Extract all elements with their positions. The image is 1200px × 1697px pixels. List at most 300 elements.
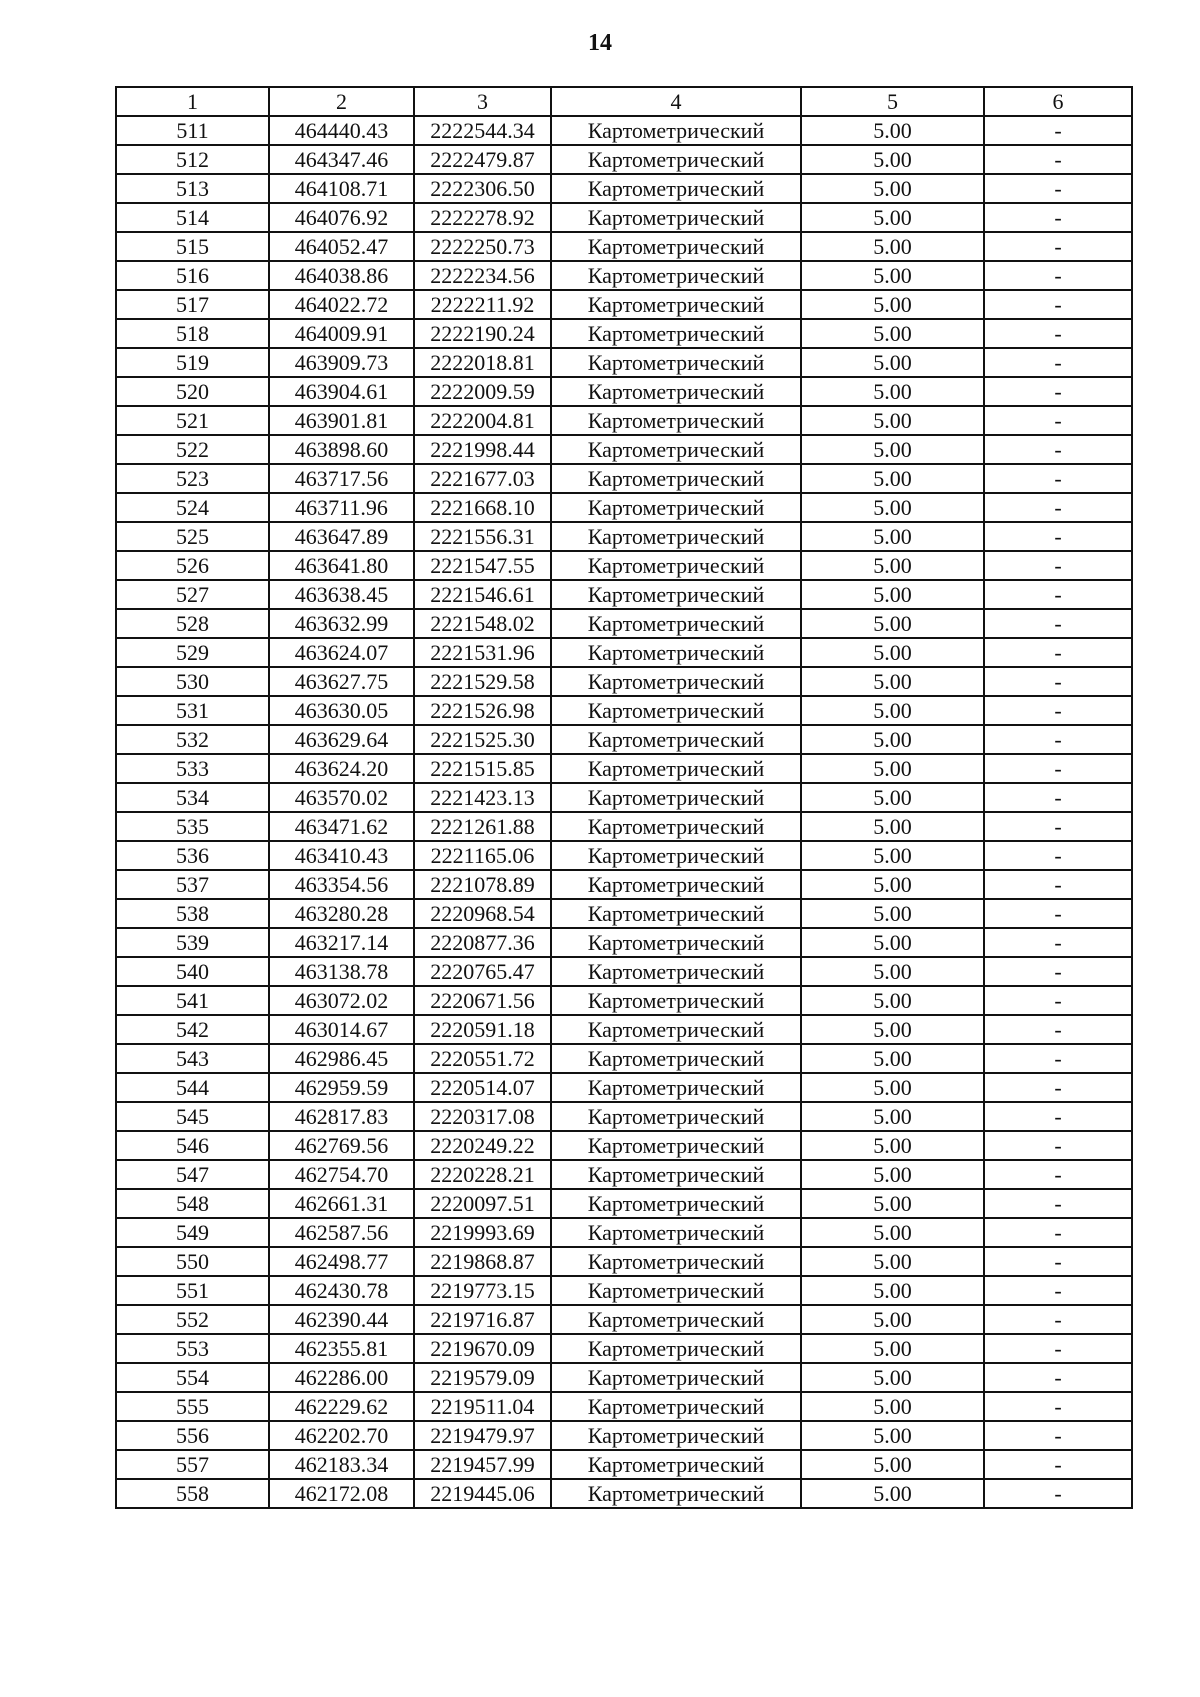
accuracy-cell: 5.00 [801,551,984,580]
y-coordinate-cell: 2221261.88 [414,812,551,841]
accuracy-cell: 5.00 [801,870,984,899]
table-row [116,145,1132,174]
accuracy-cell: 5.00 [801,1073,984,1102]
note-cell: - [984,841,1132,870]
table-row [116,928,1132,957]
method-cell: Картометрический [551,377,801,406]
table-row [116,696,1132,725]
accuracy-cell: 5.00 [801,1363,984,1392]
point-number-cell: 556 [116,1421,269,1450]
point-number-cell: 551 [116,1276,269,1305]
table-row [116,1073,1132,1102]
y-coordinate-cell: 2219579.09 [414,1363,551,1392]
accuracy-cell: 5.00 [801,261,984,290]
accuracy-cell: 5.00 [801,348,984,377]
note-cell: - [984,638,1132,667]
x-coordinate-cell: 463641.80 [269,551,414,580]
x-coordinate-cell: 463570.02 [269,783,414,812]
y-coordinate-cell: 2220097.51 [414,1189,551,1218]
y-coordinate-cell: 2219993.69 [414,1218,551,1247]
accuracy-cell: 5.00 [801,1131,984,1160]
method-cell: Картометрический [551,841,801,870]
y-coordinate-cell: 2221078.89 [414,870,551,899]
table-row [116,174,1132,203]
x-coordinate-cell: 463629.64 [269,725,414,754]
accuracy-cell: 5.00 [801,1247,984,1276]
column-header-1: 1 [116,87,269,116]
point-number-cell: 523 [116,464,269,493]
point-number-cell: 542 [116,1015,269,1044]
method-cell: Картометрический [551,1276,801,1305]
method-cell: Картометрический [551,928,801,957]
note-cell: - [984,406,1132,435]
y-coordinate-cell: 2221423.13 [414,783,551,812]
note-cell: - [984,1189,1132,1218]
x-coordinate-cell: 463647.89 [269,522,414,551]
table-row [116,1160,1132,1189]
table-row [116,1363,1132,1392]
x-coordinate-cell: 463632.99 [269,609,414,638]
table-row [116,1392,1132,1421]
accuracy-cell: 5.00 [801,754,984,783]
point-number-cell: 543 [116,1044,269,1073]
x-coordinate-cell: 464009.91 [269,319,414,348]
y-coordinate-cell: 2219773.15 [414,1276,551,1305]
point-number-cell: 558 [116,1479,269,1508]
table-row [116,783,1132,812]
note-cell: - [984,174,1132,203]
x-coordinate-cell: 463138.78 [269,957,414,986]
method-cell: Картометрический [551,174,801,203]
method-cell: Картометрический [551,1247,801,1276]
point-number-cell: 512 [116,145,269,174]
x-coordinate-cell: 463280.28 [269,899,414,928]
table-row [116,261,1132,290]
table-row [116,812,1132,841]
column-header-5: 5 [801,87,984,116]
point-number-cell: 534 [116,783,269,812]
y-coordinate-cell: 2220249.22 [414,1131,551,1160]
y-coordinate-cell: 2221515.85 [414,754,551,783]
note-cell: - [984,464,1132,493]
point-number-cell: 515 [116,232,269,261]
table-row [116,290,1132,319]
accuracy-cell: 5.00 [801,1421,984,1450]
x-coordinate-cell: 464052.47 [269,232,414,261]
accuracy-cell: 5.00 [801,406,984,435]
point-number-cell: 555 [116,1392,269,1421]
y-coordinate-cell: 2219479.97 [414,1421,551,1450]
table-row [116,1189,1132,1218]
note-cell: - [984,203,1132,232]
point-number-cell: 522 [116,435,269,464]
note-cell: - [984,522,1132,551]
x-coordinate-cell: 462355.81 [269,1334,414,1363]
header-row [116,87,1132,116]
x-coordinate-cell: 463901.81 [269,406,414,435]
x-coordinate-cell: 462959.59 [269,1073,414,1102]
method-cell: Картометрический [551,1189,801,1218]
method-cell: Картометрический [551,609,801,638]
accuracy-cell: 5.00 [801,232,984,261]
table-row [116,1247,1132,1276]
table-row [116,1218,1132,1247]
table-row [116,203,1132,232]
note-cell: - [984,435,1132,464]
x-coordinate-cell: 462986.45 [269,1044,414,1073]
x-coordinate-cell: 464440.43 [269,116,414,145]
x-coordinate-cell: 462587.56 [269,1218,414,1247]
table-row [116,957,1132,986]
note-cell: - [984,261,1132,290]
method-cell: Картометрический [551,203,801,232]
y-coordinate-cell: 2220877.36 [414,928,551,957]
note-cell: - [984,870,1132,899]
accuracy-cell: 5.00 [801,522,984,551]
x-coordinate-cell: 464347.46 [269,145,414,174]
accuracy-cell: 5.00 [801,174,984,203]
y-coordinate-cell: 2219457.99 [414,1450,551,1479]
y-coordinate-cell: 2220765.47 [414,957,551,986]
method-cell: Картометрический [551,1160,801,1189]
note-cell: - [984,725,1132,754]
note-cell: - [984,319,1132,348]
method-cell: Картометрический [551,232,801,261]
accuracy-cell: 5.00 [801,1276,984,1305]
note-cell: - [984,348,1132,377]
x-coordinate-cell: 463638.45 [269,580,414,609]
point-number-cell: 538 [116,899,269,928]
y-coordinate-cell: 2222479.87 [414,145,551,174]
accuracy-cell: 5.00 [801,377,984,406]
method-cell: Картометрический [551,406,801,435]
x-coordinate-cell: 462661.31 [269,1189,414,1218]
x-coordinate-cell: 462430.78 [269,1276,414,1305]
point-number-cell: 511 [116,116,269,145]
table-row [116,1479,1132,1508]
y-coordinate-cell: 2222544.34 [414,116,551,145]
table-row [116,1102,1132,1131]
x-coordinate-cell: 462769.56 [269,1131,414,1160]
y-coordinate-cell: 2219670.09 [414,1334,551,1363]
x-coordinate-cell: 462286.00 [269,1363,414,1392]
x-coordinate-cell: 462498.77 [269,1247,414,1276]
accuracy-cell: 5.00 [801,1334,984,1363]
accuracy-cell: 5.00 [801,1102,984,1131]
point-number-cell: 518 [116,319,269,348]
accuracy-cell: 5.00 [801,435,984,464]
point-number-cell: 554 [116,1363,269,1392]
x-coordinate-cell: 462229.62 [269,1392,414,1421]
table-row [116,1276,1132,1305]
table-row [116,1305,1132,1334]
accuracy-cell: 5.00 [801,116,984,145]
point-number-cell: 529 [116,638,269,667]
table-row [116,464,1132,493]
table-row [116,116,1132,145]
table-row [116,377,1132,406]
y-coordinate-cell: 2221165.06 [414,841,551,870]
point-number-cell: 533 [116,754,269,783]
x-coordinate-cell: 464038.86 [269,261,414,290]
x-coordinate-cell: 462754.70 [269,1160,414,1189]
point-number-cell: 520 [116,377,269,406]
note-cell: - [984,232,1132,261]
point-number-cell: 546 [116,1131,269,1160]
coordinates-table [115,86,1133,1509]
table-row [116,899,1132,928]
y-coordinate-cell: 2222278.92 [414,203,551,232]
column-header-3: 3 [414,87,551,116]
x-coordinate-cell: 463909.73 [269,348,414,377]
method-cell: Картометрический [551,1450,801,1479]
accuracy-cell: 5.00 [801,1189,984,1218]
accuracy-cell: 5.00 [801,928,984,957]
x-coordinate-cell: 463711.96 [269,493,414,522]
point-number-cell: 537 [116,870,269,899]
note-cell: - [984,1363,1132,1392]
table-row [116,667,1132,696]
table-row [116,1044,1132,1073]
y-coordinate-cell: 2219445.06 [414,1479,551,1508]
method-cell: Картометрический [551,957,801,986]
point-number-cell: 544 [116,1073,269,1102]
point-number-cell: 547 [116,1160,269,1189]
method-cell: Картометрический [551,667,801,696]
note-cell: - [984,1247,1132,1276]
note-cell: - [984,899,1132,928]
method-cell: Картометрический [551,1479,801,1508]
y-coordinate-cell: 2222009.59 [414,377,551,406]
method-cell: Картометрический [551,1421,801,1450]
accuracy-cell: 5.00 [801,1305,984,1334]
y-coordinate-cell: 2221668.10 [414,493,551,522]
note-cell: - [984,290,1132,319]
table-row [116,1450,1132,1479]
point-number-cell: 525 [116,522,269,551]
table-row [116,725,1132,754]
y-coordinate-cell: 2221556.31 [414,522,551,551]
x-coordinate-cell: 463630.05 [269,696,414,725]
y-coordinate-cell: 2221526.98 [414,696,551,725]
point-number-cell: 531 [116,696,269,725]
note-cell: - [984,812,1132,841]
method-cell: Картометрический [551,1015,801,1044]
y-coordinate-cell: 2222234.56 [414,261,551,290]
method-cell: Картометрический [551,464,801,493]
note-cell: - [984,1160,1132,1189]
note-cell: - [984,1102,1132,1131]
point-number-cell: 517 [116,290,269,319]
method-cell: Картометрический [551,1392,801,1421]
table-row [116,1334,1132,1363]
y-coordinate-cell: 2220968.54 [414,899,551,928]
accuracy-cell: 5.00 [801,783,984,812]
point-number-cell: 519 [116,348,269,377]
note-cell: - [984,1479,1132,1508]
note-cell: - [984,1044,1132,1073]
note-cell: - [984,116,1132,145]
point-number-cell: 541 [116,986,269,1015]
note-cell: - [984,580,1132,609]
x-coordinate-cell: 463410.43 [269,841,414,870]
column-header-4: 4 [551,87,801,116]
accuracy-cell: 5.00 [801,1044,984,1073]
note-cell: - [984,1218,1132,1247]
method-cell: Картометрический [551,145,801,174]
method-cell: Картометрический [551,1102,801,1131]
method-cell: Картометрический [551,580,801,609]
y-coordinate-cell: 2221677.03 [414,464,551,493]
y-coordinate-cell: 2220317.08 [414,1102,551,1131]
accuracy-cell: 5.00 [801,638,984,667]
method-cell: Картометрический [551,290,801,319]
method-cell: Картометрический [551,899,801,928]
table-row [116,638,1132,667]
note-cell: - [984,667,1132,696]
note-cell: - [984,928,1132,957]
point-number-cell: 513 [116,174,269,203]
column-header-6: 6 [984,87,1132,116]
accuracy-cell: 5.00 [801,203,984,232]
note-cell: - [984,145,1132,174]
method-cell: Картометрический [551,319,801,348]
accuracy-cell: 5.00 [801,1218,984,1247]
note-cell: - [984,754,1132,783]
accuracy-cell: 5.00 [801,1015,984,1044]
y-coordinate-cell: 2219868.87 [414,1247,551,1276]
x-coordinate-cell: 463627.75 [269,667,414,696]
column-header-2: 2 [269,87,414,116]
method-cell: Картометрический [551,1218,801,1247]
note-cell: - [984,957,1132,986]
point-number-cell: 549 [116,1218,269,1247]
x-coordinate-cell: 464022.72 [269,290,414,319]
accuracy-cell: 5.00 [801,1160,984,1189]
note-cell: - [984,1334,1132,1363]
y-coordinate-cell: 2219511.04 [414,1392,551,1421]
note-cell: - [984,1421,1132,1450]
method-cell: Картометрический [551,1363,801,1392]
x-coordinate-cell: 463471.62 [269,812,414,841]
y-coordinate-cell: 2222211.92 [414,290,551,319]
table-row [116,406,1132,435]
note-cell: - [984,1073,1132,1102]
note-cell: - [984,1131,1132,1160]
y-coordinate-cell: 2219716.87 [414,1305,551,1334]
x-coordinate-cell: 464108.71 [269,174,414,203]
x-coordinate-cell: 462202.70 [269,1421,414,1450]
x-coordinate-cell: 462390.44 [269,1305,414,1334]
table-row [116,1131,1132,1160]
method-cell: Картометрический [551,522,801,551]
table-row [116,493,1132,522]
y-coordinate-cell: 2222306.50 [414,174,551,203]
method-cell: Картометрический [551,812,801,841]
accuracy-cell: 5.00 [801,580,984,609]
point-number-cell: 557 [116,1450,269,1479]
accuracy-cell: 5.00 [801,1479,984,1508]
table-row [116,580,1132,609]
point-number-cell: 530 [116,667,269,696]
y-coordinate-cell: 2222018.81 [414,348,551,377]
method-cell: Картометрический [551,493,801,522]
y-coordinate-cell: 2220551.72 [414,1044,551,1073]
y-coordinate-cell: 2221548.02 [414,609,551,638]
method-cell: Картометрический [551,754,801,783]
table-row [116,551,1132,580]
point-number-cell: 527 [116,580,269,609]
x-coordinate-cell: 463217.14 [269,928,414,957]
point-number-cell: 524 [116,493,269,522]
x-coordinate-cell: 462172.08 [269,1479,414,1508]
y-coordinate-cell: 2220228.21 [414,1160,551,1189]
x-coordinate-cell: 463014.67 [269,1015,414,1044]
x-coordinate-cell: 463624.07 [269,638,414,667]
method-cell: Картометрический [551,551,801,580]
point-number-cell: 539 [116,928,269,957]
point-number-cell: 548 [116,1189,269,1218]
accuracy-cell: 5.00 [801,290,984,319]
note-cell: - [984,1305,1132,1334]
x-coordinate-cell: 463624.20 [269,754,414,783]
table-row [116,609,1132,638]
method-cell: Картометрический [551,1334,801,1363]
method-cell: Картометрический [551,986,801,1015]
table-row [116,754,1132,783]
table-row [116,522,1132,551]
accuracy-cell: 5.00 [801,1392,984,1421]
table-row [116,1421,1132,1450]
point-number-cell: 553 [116,1334,269,1363]
y-coordinate-cell: 2221998.44 [414,435,551,464]
note-cell: - [984,1392,1132,1421]
point-number-cell: 521 [116,406,269,435]
accuracy-cell: 5.00 [801,812,984,841]
accuracy-cell: 5.00 [801,899,984,928]
table-row [116,319,1132,348]
x-coordinate-cell: 463717.56 [269,464,414,493]
y-coordinate-cell: 2221529.58 [414,667,551,696]
point-number-cell: 540 [116,957,269,986]
note-cell: - [984,986,1132,1015]
point-number-cell: 532 [116,725,269,754]
method-cell: Картометрический [551,870,801,899]
accuracy-cell: 5.00 [801,609,984,638]
note-cell: - [984,1276,1132,1305]
point-number-cell: 552 [116,1305,269,1334]
note-cell: - [984,609,1132,638]
method-cell: Картометрический [551,1073,801,1102]
table-row [116,232,1132,261]
y-coordinate-cell: 2220591.18 [414,1015,551,1044]
accuracy-cell: 5.00 [801,841,984,870]
y-coordinate-cell: 2222004.81 [414,406,551,435]
x-coordinate-cell: 463898.60 [269,435,414,464]
method-cell: Картометрический [551,1044,801,1073]
method-cell: Картометрический [551,1131,801,1160]
table-row [116,348,1132,377]
method-cell: Картометрический [551,435,801,464]
point-number-cell: 514 [116,203,269,232]
y-coordinate-cell: 2221525.30 [414,725,551,754]
y-coordinate-cell: 2221546.61 [414,580,551,609]
method-cell: Картометрический [551,638,801,667]
table-header [116,87,1132,116]
x-coordinate-cell: 462817.83 [269,1102,414,1131]
y-coordinate-cell: 2220671.56 [414,986,551,1015]
x-coordinate-cell: 463354.56 [269,870,414,899]
